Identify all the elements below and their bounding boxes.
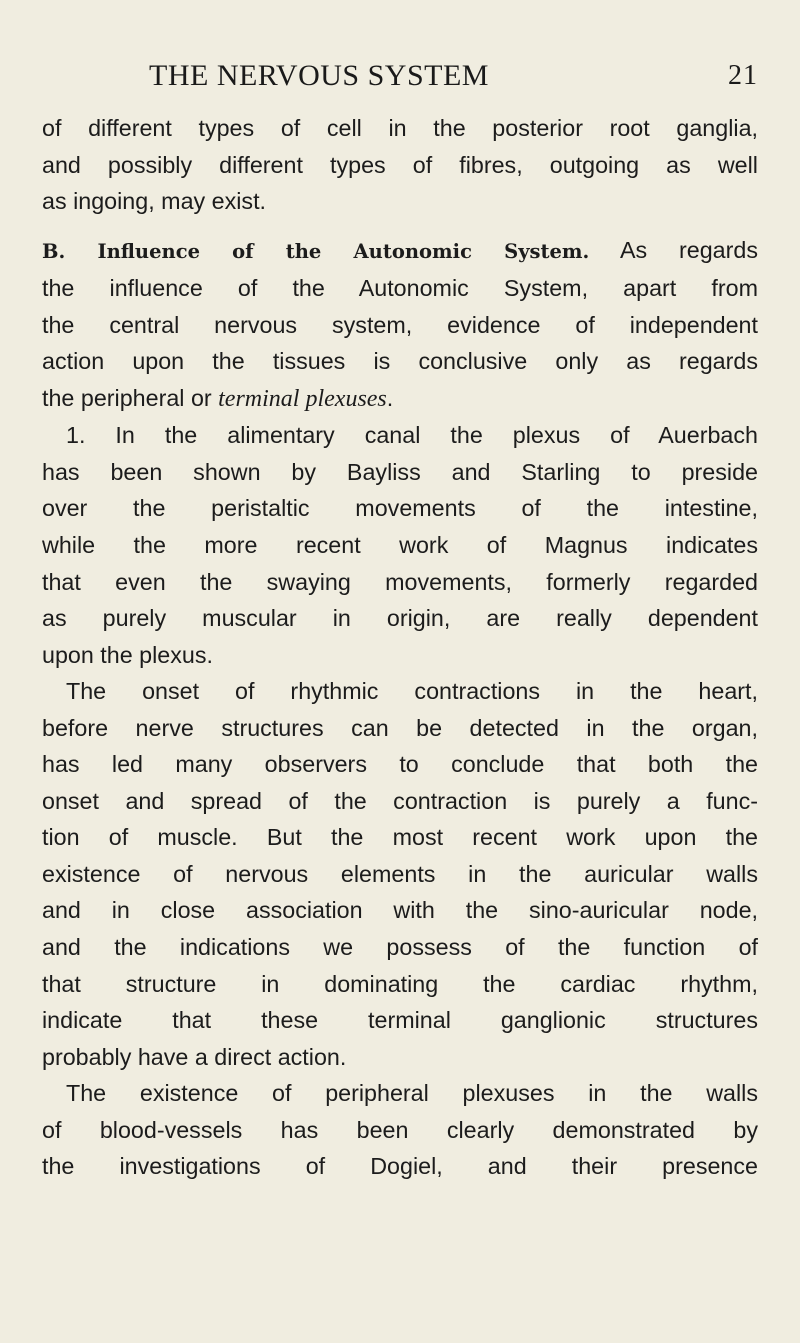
text-line: upon the plexus.	[42, 641, 213, 668]
text-run: .	[386, 384, 394, 411]
text-line	[42, 232, 758, 271]
text-line: that structure in dominating the cardiac rhythm,	[42, 970, 758, 997]
text-line: probably have a direct action.	[42, 1043, 347, 1070]
running-head	[0, 56, 800, 106]
text-line: the investigations of Dogiel, and their presence	[42, 1153, 758, 1180]
text-line: and the indications we possess of the function of	[42, 934, 758, 961]
text-line: the central nervous system, evidence of independent	[42, 311, 758, 338]
text-line: and possibly different types of fibres, outgoing as well	[42, 151, 758, 178]
text-line: The existence of peripheral plexuses in the walls	[66, 1080, 758, 1107]
text-line: has been shown by Bayliss and Starling to preside	[42, 458, 758, 485]
text-line: as ingoing, may exist.	[42, 188, 267, 215]
text-line: while the more recent work of Magnus indicates	[42, 532, 758, 559]
text-run: the peripheral or	[42, 384, 219, 411]
paragraph-section-b	[42, 232, 758, 418]
paragraph	[42, 417, 758, 673]
text-run: As regards	[589, 236, 758, 263]
text-line: before nerve structures can be detected in the organ,	[42, 714, 758, 741]
text-line: onset and spread of the contraction is purely a func-	[42, 787, 758, 814]
text-line	[42, 380, 758, 418]
paragraph	[42, 673, 758, 1075]
text-line: tion of muscle. But the most recent work upon the	[42, 824, 758, 851]
text-line: as purely muscular in origin, are really dependent	[42, 605, 758, 632]
paragraph	[42, 1075, 758, 1185]
italic-term: terminal plexuses	[218, 385, 387, 412]
body-text	[42, 110, 758, 1185]
section-heading: B. Influence of the Autonomic System.	[42, 239, 590, 263]
page-number: 21	[728, 60, 758, 91]
text-line: existence of nervous elements in the auricular walls	[42, 860, 758, 887]
text-line: and in close association with the sino-auricular node,	[42, 897, 758, 924]
text-line: over the peristaltic movements of the intestine,	[42, 495, 758, 522]
text-line: action upon the tissues is conclusive only as regards	[42, 348, 758, 375]
paragraph	[42, 110, 758, 220]
text-line: indicate that these terminal ganglionic structures	[42, 1007, 758, 1034]
text-line: has led many observers to conclude that both the	[42, 751, 758, 778]
text-line: of different types of cell in the posterior root ganglia,	[42, 115, 758, 141]
text-line: the influence of the Autonomic System, apart from	[42, 275, 758, 302]
text-line: The onset of rhythmic contractions in the heart,	[66, 678, 758, 705]
text-line: of blood-vessels has been clearly demonstrated by	[42, 1116, 758, 1143]
text-line: that even the swaying movements, formerly regarded	[42, 568, 758, 595]
text-line: 1. In the alimentary canal the plexus of Auerbach	[66, 422, 758, 449]
running-title: THE NERVOUS SYSTEM	[149, 59, 489, 92]
